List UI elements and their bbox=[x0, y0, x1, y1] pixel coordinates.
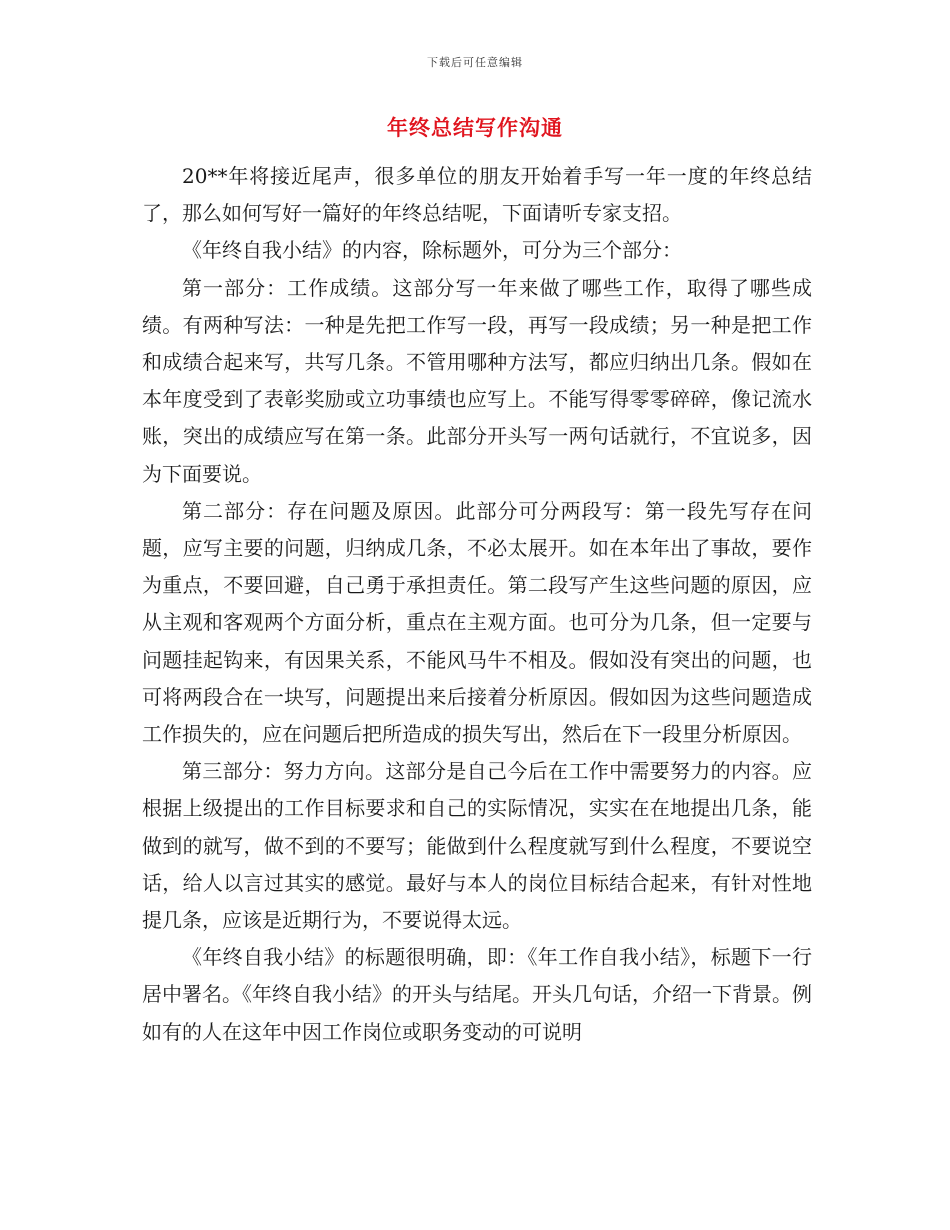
document-body bbox=[142, 158, 812, 1051]
paragraph-part-two: 第二部分：存在问题及原因。此部分可分两段写：第一段先写存在问题，应写主要的问题，归纳成几条，不必太展开。如在本年出了事故，要作为重点，不要回避，自己勇于承担责任。第二段写产生这些问题的原因，应从主观和客观两个方面分析，重点在主观方面。也可分为几条，但一定要与问题挂起钩来，有因果关系，不能风马牛不相及。假如没有突出的问题，也可将两段合在一块写，问题提出来后接着分析原因。假如因为这些问题造成工作损失的，应在问题后把所造成的损失写出，然后在下一段里分析原因。 bbox=[142, 498, 812, 747]
paragraph-title-format: 《年终自我小结》的标题很明确，即：《年工作自我小结》，标题下一行居中署名。《年终自我小结》的开头与结尾。开头几句话，介绍一下背景。例如有的人在这年中因工作岗位或职务变动的可说明 bbox=[142, 945, 812, 1044]
paragraph-content-overview: 《年终自我小结》的内容，除标题外，可分为三个部分： bbox=[182, 238, 682, 263]
paragraph-intro: 20**年将接近尾声，很多单位的朋友开始着手写一年一度的年终总结了，那么如何写好一篇好的年终总结呢，下面请听专家支招。 bbox=[142, 164, 812, 226]
header-note: 下载后可任意编辑 bbox=[427, 56, 523, 69]
paragraph-part-one: 第一部分：工作成绩。这部分写一年来做了哪些工作，取得了哪些成绩。有两种写法：一种是先把工作写一段，再写一段成绩；另一种是把工作和成绩合起来写，共写几条。不管用哪种方法写，都应归纳出几条。假如在本年度受到了表彰奖励或立功事绩也应写上。不能写得零零碎碎，像记流水账，突出的成绩应写在第一条。此部分开头写一两句话就行，不宜说多，因为下面要说。 bbox=[142, 275, 812, 486]
paragraph-part-three: 第三部分：努力方向。这部分是自己今后在工作中需要努力的内容。应根据上级提出的工作目标要求和自己的实际情况，实实在在地提出几条，能做到的就写，做不到的不要写；能做到什么程度就写到什么程度，不要说空话，给人以言过其实的感觉。最好与本人的岗位目标结合起来，有针对性地提几条，应该是近期行为，不要说得太远。 bbox=[142, 759, 812, 933]
document-title: 年终总结写作沟通 bbox=[387, 116, 563, 140]
